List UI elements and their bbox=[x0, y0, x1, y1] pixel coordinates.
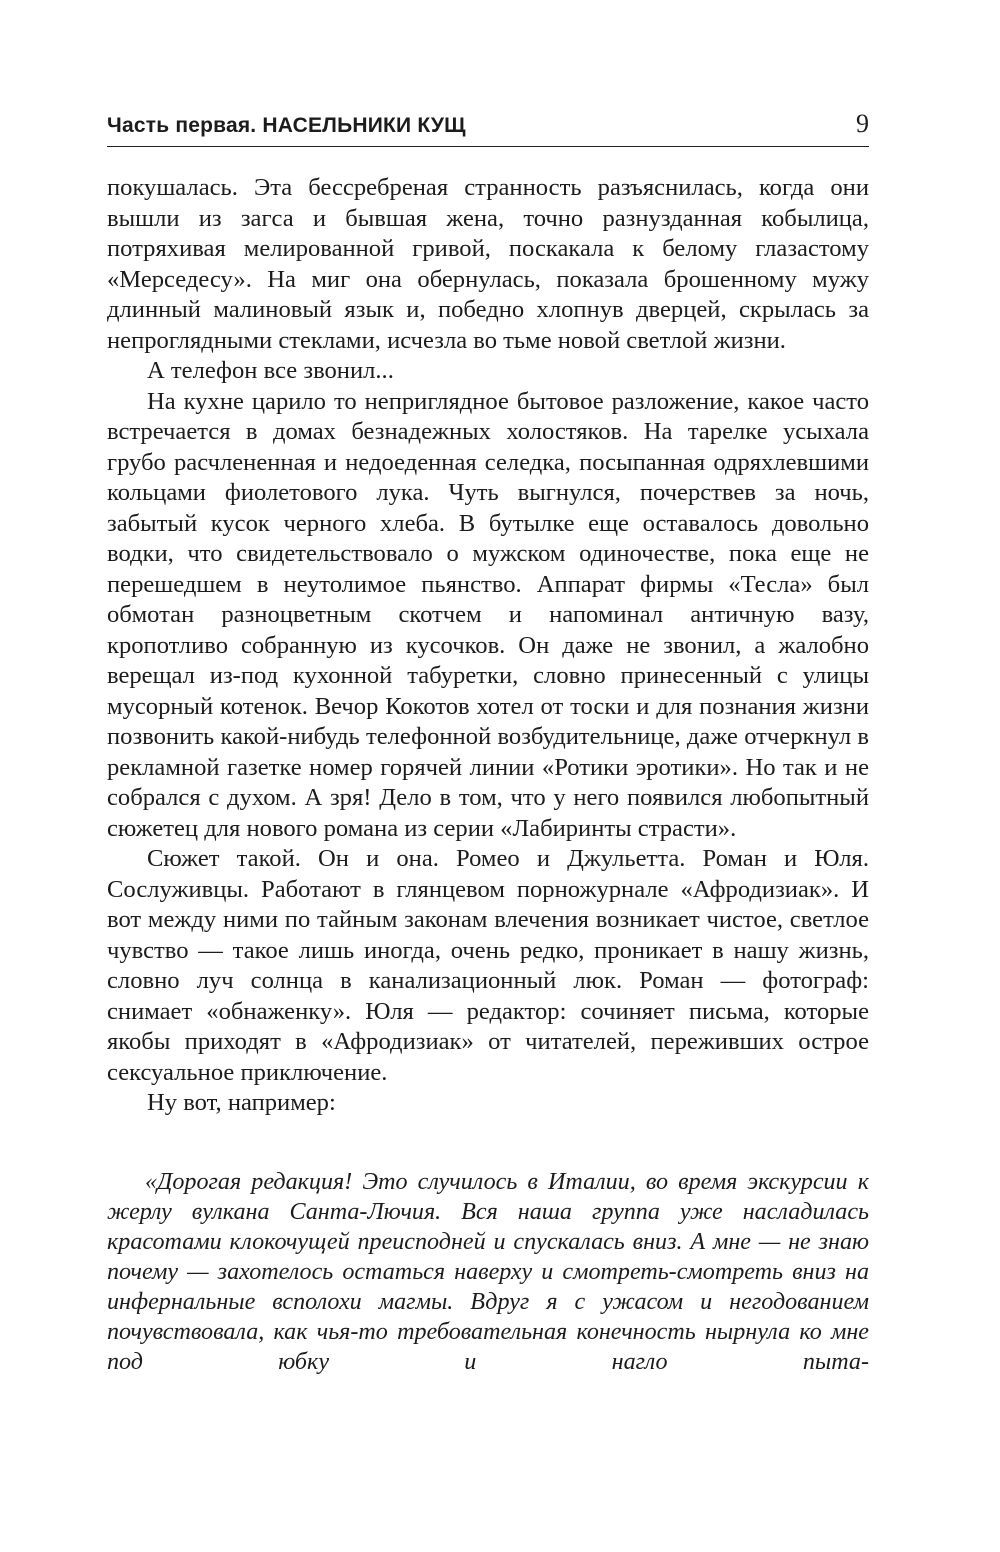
paragraph-continuation: покушалась. Эта бессребреная странность разъяснилась, когда они вышли из загса и бывшая жена, точно разнузданная кобылица, потряхивая мелированной гривой, поскакала к белому глазастому «Мерседесу». На миг она обернулась, показала брошенному мужу длинный малиновый язык и, победно хлопнув дверцей, скрылась за непроглядными стеклами, исчезла во тьме новой светлой жизни. bbox=[107, 174, 869, 354]
paragraph-example: Ну вот, например: bbox=[147, 1089, 336, 1116]
paragraph-telephone: А телефон все звонил... bbox=[147, 357, 394, 384]
running-title: Часть первая. НАСЕЛЬНИКИ КУЩ bbox=[107, 114, 466, 137]
page-number: 9 bbox=[856, 109, 869, 138]
running-header bbox=[107, 104, 869, 147]
paragraph-plot: Сюжет такой. Он и она. Ромео и Джульетта. Роман и Юля. Сослуживцы. Работают в глянцевом порножурнале «Афродизиак». И вот между ними по тайным законам влечения возникает чистое, светлое чувство — такое лишь иногда, очень редко, проникает в нашу жизнь, словно луч солнца в канализационный люк. Роман — фотограф: снимает «обнаженку». Юля — редактор: сочиняет письма, которые якобы приходят в «Афродизиак» от читателей, переживших острое сексуальное приключение. bbox=[107, 845, 869, 1086]
paragraph-kitchen: На кухне царило то неприглядное бытовое разложение, какое часто встречается в домах безнадежных холостяков. На тарелке усыхала грубо расчлененная и недоеденная селедка, посыпанная одряхлевшими кольцами фиолетового лука. Чуть выгнулся, почерствев за ночь, забытый кусок черного хлеба. В бутылке еще оставалось довольно водки, что свидетельствовало о мужском одиночестве, пока еще не перешедшем в неутолимое пьянство. Аппарат фирмы «Тесла» был обмотан разноцветным скотчем и напоминал античную вазу, кропотливо собранную из кусочков. Он даже не звонил, а жалобно верещал из-под кухонной табуретки, словно принесенный с улицы мусорный котенок. Вечор Кокотов хотел от тоски и для познания жизни позвонить какой-нибудь телефонной возбудительнице, даже отчеркнул в рекламной газетке номер горячей линии «Ротики эротики». Но так и не собрался с духом. А зря! Дело в том, что у него появился любопытный сюжетец для нового романа из серии «Лабиринты страсти». bbox=[107, 387, 869, 842]
page-body bbox=[107, 173, 869, 1377]
quoted-letter: «Дорогая редакция! Это случилось в Италии, во время экскурсии к жерлу вулкана Санта-Лючия. Вся наша группа уже насладилась красотами клокочущей преисподней и спускалась вниз. А мне — не знаю почему — захотелось остаться наверху и смотреть-смотреть вниз на инфернальные всполохи магмы. Вдруг я с ужасом и негодованием почувствовала, как чья-то требовательная конечность нырнула ко мне под юбку и нагло пыта- bbox=[107, 1168, 869, 1375]
